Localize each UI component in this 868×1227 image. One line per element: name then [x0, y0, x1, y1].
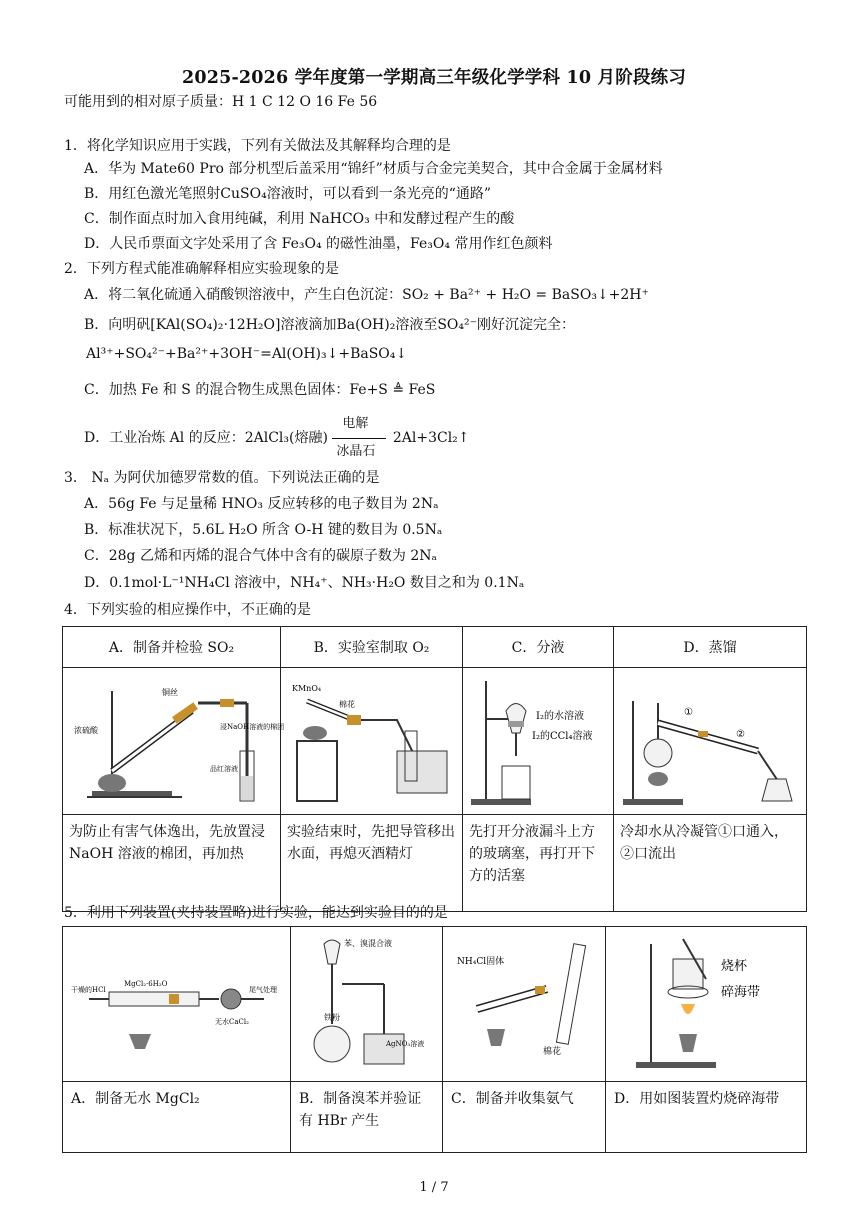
- label-outlet-2: ②: [735, 729, 745, 740]
- label-cotton: 棉花: [542, 1047, 561, 1057]
- q3-stem: 3． Nₐ 为阿伏加德罗常数的值。下列说法正确的是: [64, 470, 380, 486]
- page-title: 2025-2026 学年度第一学期高三年级化学学科 10 月阶段练习: [181, 68, 687, 88]
- q4-desc-b: 实验结束时，先把导管移出水面，再熄灭酒精灯: [281, 815, 463, 912]
- q5-figure-a: [63, 927, 291, 1082]
- atomic-masses: 可能用到的相对原子质量：H 1 C 12 O 16 Fe 56: [64, 94, 378, 110]
- q3-option-d: D．0.1mol·L⁻¹NH₄Cl 溶液中，NH₄⁺、NH₃·H₂O 数目之和为 0.1Nₐ: [84, 575, 525, 591]
- q1-option-a: A．华为 Mate60 Pro 部分机型后盖采用“锦纤”材质与合金完美契合，其中合金属于金属材料: [84, 161, 663, 177]
- distillation-diagram: [618, 671, 803, 811]
- label-i2-water: I₂的水溶液: [535, 711, 584, 722]
- label-conc-h2so4: 浓硫酸: [73, 726, 98, 735]
- label-kmno4: KMnO₄: [291, 684, 321, 693]
- q5-caption-a: A．制备无水 MgCl₂: [63, 1082, 291, 1153]
- mgcl2-apparatus-diagram: [69, 934, 284, 1074]
- kelp-burning-diagram: [611, 934, 801, 1074]
- q4-figure-b: [281, 668, 463, 815]
- q2-option-d: [84, 416, 470, 459]
- q1-stem: 1．将化学知识应用于实践，下列有关做法及其解释均合理的是: [64, 138, 451, 154]
- label-nh4cl-solid: NH₄Cl固体: [456, 957, 504, 967]
- o2-apparatus-diagram: [287, 671, 457, 811]
- q4-header-a: A．制备并检验 SO₂: [63, 627, 281, 668]
- q5-caption-b: B．制备溴苯并验证有 HBr 产生: [291, 1082, 443, 1153]
- q2-option-b-equation: Al³⁺+SO₄²⁻+Ba²⁺+3OH⁻=Al(OH)₃↓+BaSO₄↓: [86, 346, 408, 362]
- q2-d-suffix: 2Al+3Cl₂↑: [392, 430, 470, 446]
- label-pinkred-solution: 品红溶液: [209, 765, 238, 773]
- reaction-condition-bottom: 冰晶石: [336, 444, 376, 459]
- reaction-condition-top: 电解: [342, 416, 369, 431]
- bromobenzene-apparatus-diagram: [294, 934, 439, 1074]
- label-naoh-cotton: 浸NaOH溶液的棉团: [219, 723, 284, 731]
- separatory-funnel-diagram: [466, 671, 611, 811]
- reaction-arrow: [332, 416, 388, 459]
- q4-figure-c: [463, 668, 614, 815]
- label-tail-gas: 尾气处理: [249, 986, 277, 994]
- label-iron-powder: 铁粉: [324, 1013, 340, 1022]
- q4-desc-a: 为防止有害气体逸出，先放置浸 NaOH 溶液的棉团，再加热: [63, 815, 281, 912]
- label-beaker: 烧杯: [721, 959, 748, 974]
- q1-option-d: D．人民币票面文字处采用了含 Fe₃O₄ 的磁性油墨，Fe₃O₄ 常用作红色颜料: [84, 236, 553, 252]
- label-crushed-kelp: 碎海带: [721, 985, 761, 1000]
- label-mgcl2-6h2o: MgCl₂·6H₂O: [124, 980, 168, 988]
- reaction-line: [332, 438, 386, 439]
- q3-option-a: A．56g Fe 与足量稀 HNO₃ 反应转移的电子数目为 2Nₐ: [84, 496, 439, 512]
- q5-figure-b: [291, 927, 443, 1082]
- q4-figure-a: [63, 668, 284, 815]
- q3-option-b: B．标准状况下，5.6L H₂O 所含 O-H 键的数目为 0.5Nₐ: [84, 522, 443, 538]
- q2-stem: 2．下列方程式能准确解释相应实验现象的是: [64, 261, 339, 277]
- q2-option-a: A．将二氧化硫通入硝酸钡溶液中，产生白色沉淀：SO₂ + Ba²⁺ + H₂O = BaSO₃↓+2H⁺: [84, 287, 649, 303]
- q5-figure-c: [443, 927, 606, 1082]
- q4-table: [62, 626, 807, 912]
- label-i2-ccl4: I₂的CCl₄溶液: [531, 731, 592, 742]
- label-dry-hcl: 干燥的HCl: [71, 986, 106, 994]
- q4-header-d: D．蒸馏: [614, 627, 807, 668]
- label-agno3: AgNO₃溶液: [386, 1040, 425, 1048]
- label-cotton: 棉花: [338, 700, 355, 709]
- label-copper-wire: 铜丝: [161, 688, 178, 697]
- q5-stem: 5．利用下列装置(夹持装置略)进行实验，能达到实验目的的是: [64, 905, 448, 921]
- q5-table: [62, 926, 807, 1153]
- q2-option-c: C．加热 Fe 和 S 的混合物生成黑色固体：Fe+S ≜ FeS: [84, 382, 436, 398]
- q2-option-b-line1: B．向明矾[KAl(SO₄)₂·12H₂O]溶液滴加Ba(OH)₂溶液至SO₄²⁻刚好沉淀完全：: [84, 317, 576, 333]
- q5-figure-d: [606, 927, 807, 1082]
- so2-apparatus-diagram: [72, 671, 284, 811]
- q4-stem: 4．下列实验的相应操作中，不正确的是: [64, 602, 311, 618]
- q4-header-c: C．分液: [463, 627, 614, 668]
- q4-header-b: B．实验室制取 O₂: [281, 627, 463, 668]
- label-benzene-bromine: 苯、溴混合液: [344, 939, 392, 948]
- q3-option-c: C．28g 乙烯和丙烯的混合气体中含有的碳原子数为 2Nₐ: [84, 548, 437, 564]
- q4-desc-c: 先打开分液漏斗上方的玻璃塞，再打开下方的活塞: [463, 815, 614, 912]
- q5-caption-d: D．用如图装置灼烧碎海带: [606, 1082, 807, 1153]
- label-anhydrous-cacl2: 无水CaCl₂: [215, 1018, 249, 1026]
- q5-caption-c: C．制备并收集氨气: [443, 1082, 606, 1153]
- q1-option-b: B．用红色激光笔照射CuSO₄溶液时，可以看到一条光亮的“通路”: [84, 186, 492, 202]
- q4-desc-d: 冷却水从冷凝管①口通入，②口流出: [614, 815, 807, 912]
- q4-figure-d: [614, 668, 807, 815]
- ammonia-apparatus-diagram: [447, 934, 602, 1074]
- page-number: 1 / 7: [419, 1180, 449, 1195]
- q1-option-c: C．制作面点时加入食用纯碱，利用 NaHCO₃ 中和发酵过程产生的酸: [84, 211, 515, 227]
- q2-d-prefix: D．工业冶炼 Al 的反应：2AlCl₃(熔融): [84, 430, 328, 446]
- label-inlet-1: ①: [683, 707, 693, 718]
